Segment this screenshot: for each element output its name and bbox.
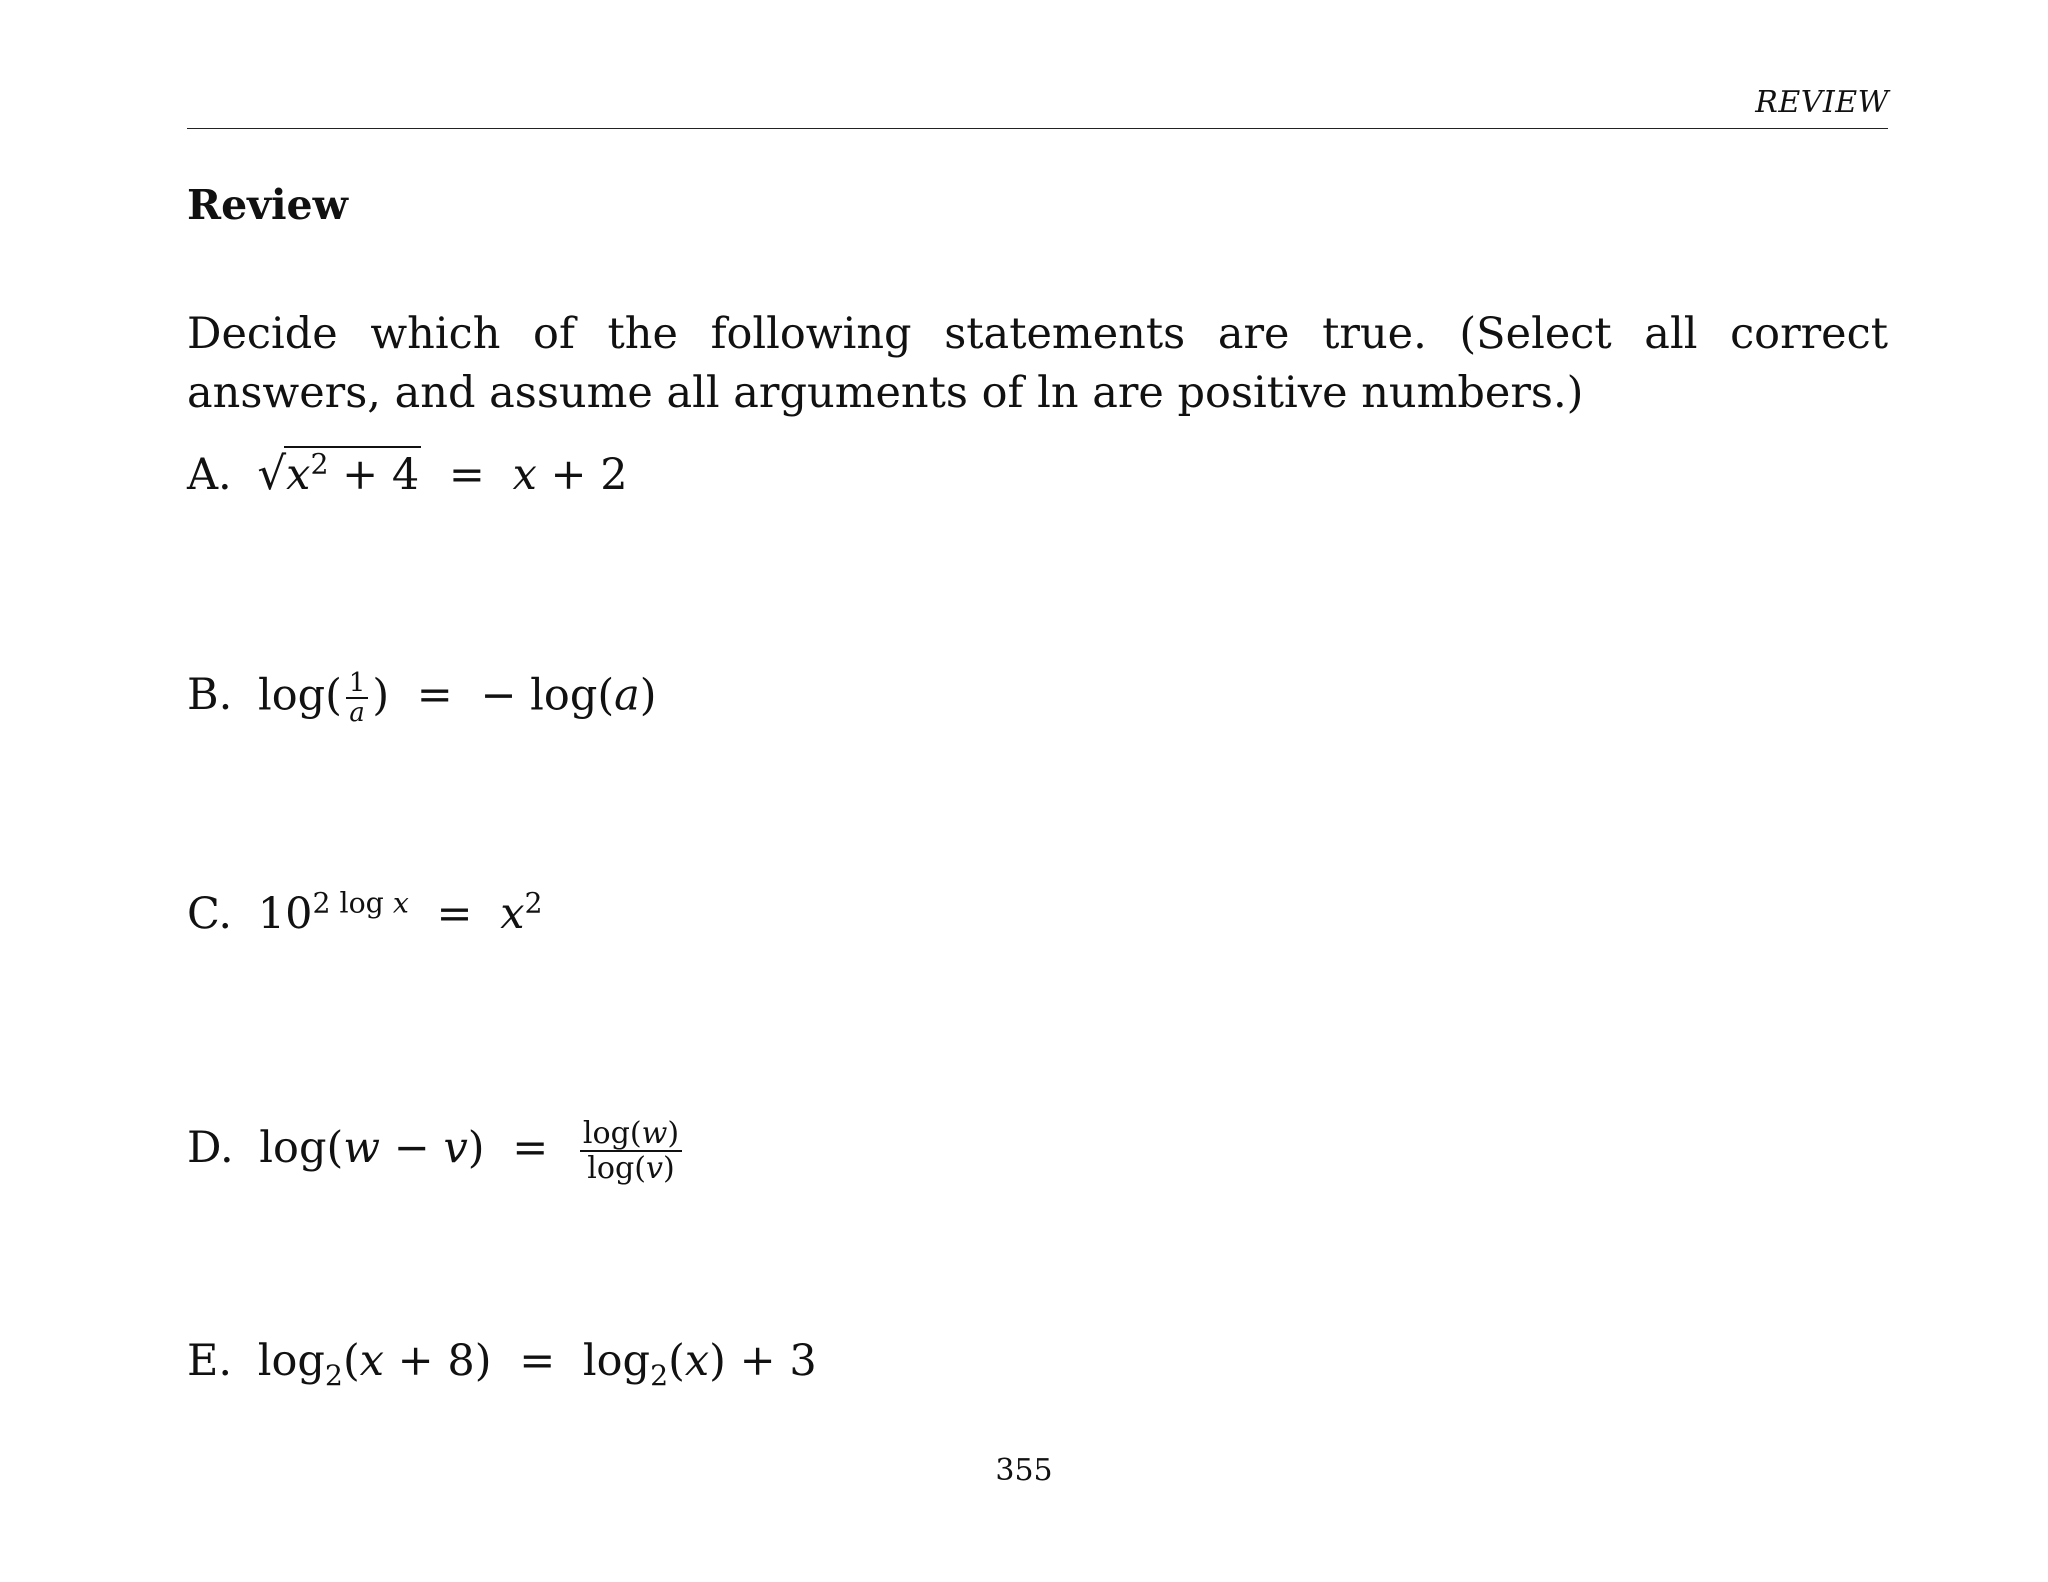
exponent	[312, 886, 408, 919]
fraction	[580, 1117, 682, 1185]
math-text: )	[467, 1123, 485, 1174]
choice-letter: A.	[187, 450, 232, 500]
page-number: 355	[995, 1453, 1053, 1488]
instructions-text: Decide which of the following statements are true. (Select all correct answers, and assume all arguments of ln are positive numbers.)	[187, 309, 1888, 418]
header-rule	[187, 128, 1888, 129]
choice-letter: E.	[187, 1336, 233, 1386]
math-var: x	[512, 450, 537, 500]
math-text: (	[668, 1336, 685, 1386]
math-text: log(	[259, 1123, 344, 1174]
subscript: 2	[324, 1358, 343, 1392]
subscript: 2	[650, 1358, 669, 1392]
math-var: x	[500, 889, 525, 939]
math-text: log(	[582, 1116, 642, 1151]
math-var: x	[286, 450, 311, 500]
math-var: x	[684, 1336, 710, 1386]
running-head: REVIEW	[1755, 85, 1889, 120]
choice-letter: C.	[187, 889, 233, 939]
choice-letter: B.	[187, 670, 233, 721]
math-text: 2 log	[312, 886, 393, 920]
radicand	[284, 446, 421, 500]
equals-sign: =	[416, 670, 453, 721]
choice-c[interactable]	[187, 886, 543, 939]
math-text: − log(	[480, 670, 615, 721]
equals-sign: =	[448, 450, 485, 500]
math-text: ) + 3	[709, 1336, 817, 1386]
fraction-numerator	[580, 1117, 682, 1152]
math-text: log(	[257, 670, 342, 721]
fraction-numerator: 1	[346, 669, 368, 699]
math-var: v	[646, 1151, 664, 1187]
section-title: Review	[187, 181, 348, 229]
math-var: x	[392, 886, 409, 920]
math-text: + 2	[536, 450, 628, 500]
equals-sign: =	[519, 1336, 556, 1386]
choice-b[interactable]	[187, 669, 657, 728]
equals-sign: =	[436, 889, 473, 939]
choice-e[interactable]	[187, 1336, 817, 1392]
math-var: x	[359, 1336, 385, 1386]
math-text: )	[372, 670, 390, 721]
math-text: )	[663, 1151, 675, 1187]
math-text: )	[667, 1116, 680, 1151]
fraction-denominator: a	[349, 698, 365, 729]
math-text: −	[380, 1123, 444, 1174]
math-text: 10	[257, 889, 313, 939]
math-text: (	[342, 1336, 360, 1386]
fraction-denominator	[580, 1152, 682, 1185]
fraction	[346, 669, 368, 728]
choice-d[interactable]	[187, 1117, 686, 1185]
exponent: 2	[524, 886, 543, 920]
equals-sign: =	[512, 1123, 549, 1174]
exponent: 2	[310, 447, 329, 481]
square-root	[257, 446, 421, 500]
radical-sign: √	[257, 447, 287, 500]
choice-a[interactable]	[187, 446, 628, 500]
math-var: w	[343, 1123, 381, 1174]
choice-letter: D.	[187, 1123, 234, 1174]
math-text: + 8)	[384, 1336, 492, 1386]
math-var: a	[614, 670, 640, 721]
math-text: log	[257, 1336, 325, 1386]
math-text: + 4	[328, 450, 420, 500]
math-text: )	[639, 670, 657, 721]
math-text: log(	[587, 1151, 647, 1187]
math-var: v	[443, 1123, 468, 1174]
math-text: log	[582, 1336, 651, 1386]
math-var: w	[641, 1116, 668, 1151]
